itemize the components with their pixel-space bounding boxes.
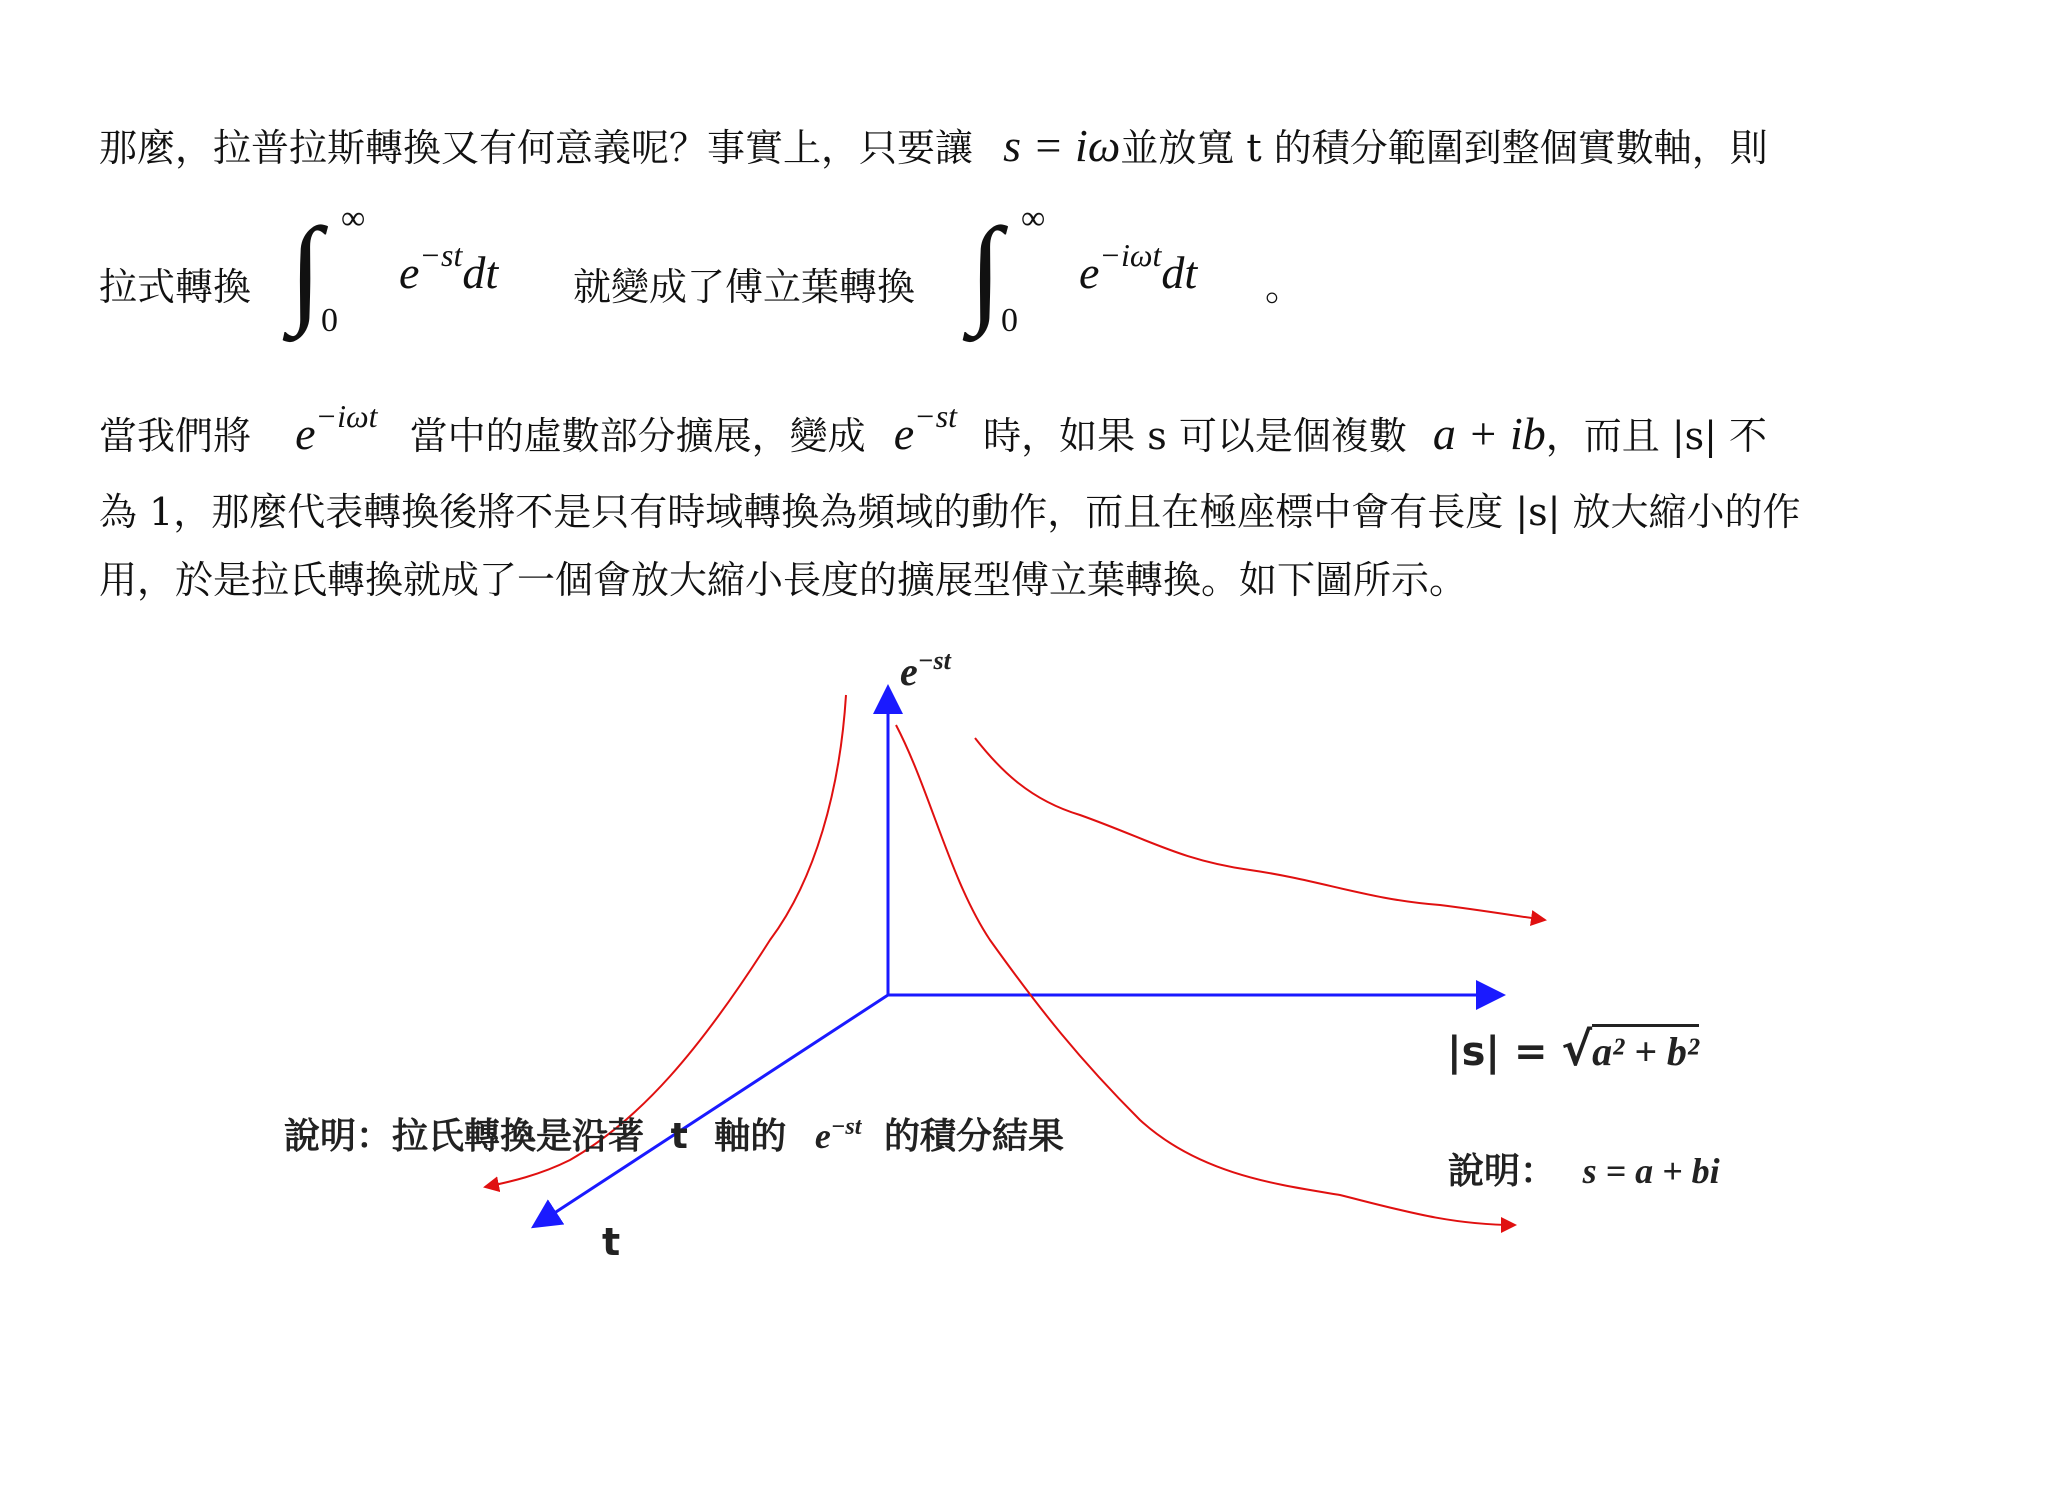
sqrt-sign: √ [1561, 1022, 1593, 1076]
upper-red-curve [975, 738, 1545, 920]
expr-e-st: $e^{-st}$ [893, 398, 958, 459]
laplace-upper-limit: ∞ [341, 200, 366, 237]
expr-e-iwt: $e^{-i\omega t}$ [295, 398, 378, 459]
connector-text: 就變成了傅立葉轉換 [573, 265, 916, 309]
fourier-lower-limit: 0 [1001, 302, 1018, 339]
magnitude-label: |s| = √a² + b² [1447, 1022, 1699, 1076]
laplace-lower-limit: 0 [321, 302, 338, 339]
fourier-upper-limit: ∞ [1021, 200, 1046, 237]
caption-left: 說明：拉氏轉換是沿著 t 軸的 $e^{-st}$ 的積分結果 [284, 1114, 1064, 1157]
fourier-integrand: e−iωtdt [1079, 237, 1198, 298]
laplace-dt: dt [462, 247, 499, 298]
complex-number-math: a + ib [1432, 408, 1546, 459]
sentence-end-mark: 。 [1265, 265, 1304, 309]
fourier-exponent: −iωt [1099, 237, 1162, 273]
paragraph-3-line-2: 為 1，那麼代表轉換後將不是只有時域轉換為頻域的動作，而且在極座標中會有長度 |s| 放大縮小的作 [99, 490, 1801, 534]
paragraph-1-mid: 並放寬 t 的積分範圍到整個實數軸，則 [1120, 126, 1768, 170]
magnitude-radicand: a² + b² [1592, 1024, 1699, 1074]
t-axis-label: t [602, 1220, 621, 1264]
paragraph-1-lead: 那麼，拉普拉斯轉換又有何意義呢？事實上，只要讓 [99, 126, 974, 170]
fourier-integral-sign: ∫ [969, 203, 1002, 336]
fourier-dt: dt [1161, 247, 1198, 298]
s-equals-iw-math: s = iω [1003, 120, 1121, 171]
paragraph-3-line-3: 用，於是拉氏轉換就成了一個會放大縮小長度的擴展型傅立葉轉換。如下圖所示。 [99, 558, 1468, 602]
laplace-integral-sign: ∫ [289, 203, 322, 336]
laplace-integrand: e−stdt [399, 237, 499, 298]
caption-right: 說明： s = a + bi [1448, 1151, 1720, 1192]
laplace-exponent: −st [419, 237, 463, 273]
y-axis-label: $e^{-st}$ [900, 646, 951, 694]
laplace-label: 拉式轉換 [99, 265, 252, 309]
paragraph-3-line-1: 當我們將 $e^{-i\omega t}$ 當中的虛數部分擴展，變成 $e^{-st}$ 時，如果 s 可以是個複數 a + ib，而且 |s| 不 [99, 398, 1768, 459]
